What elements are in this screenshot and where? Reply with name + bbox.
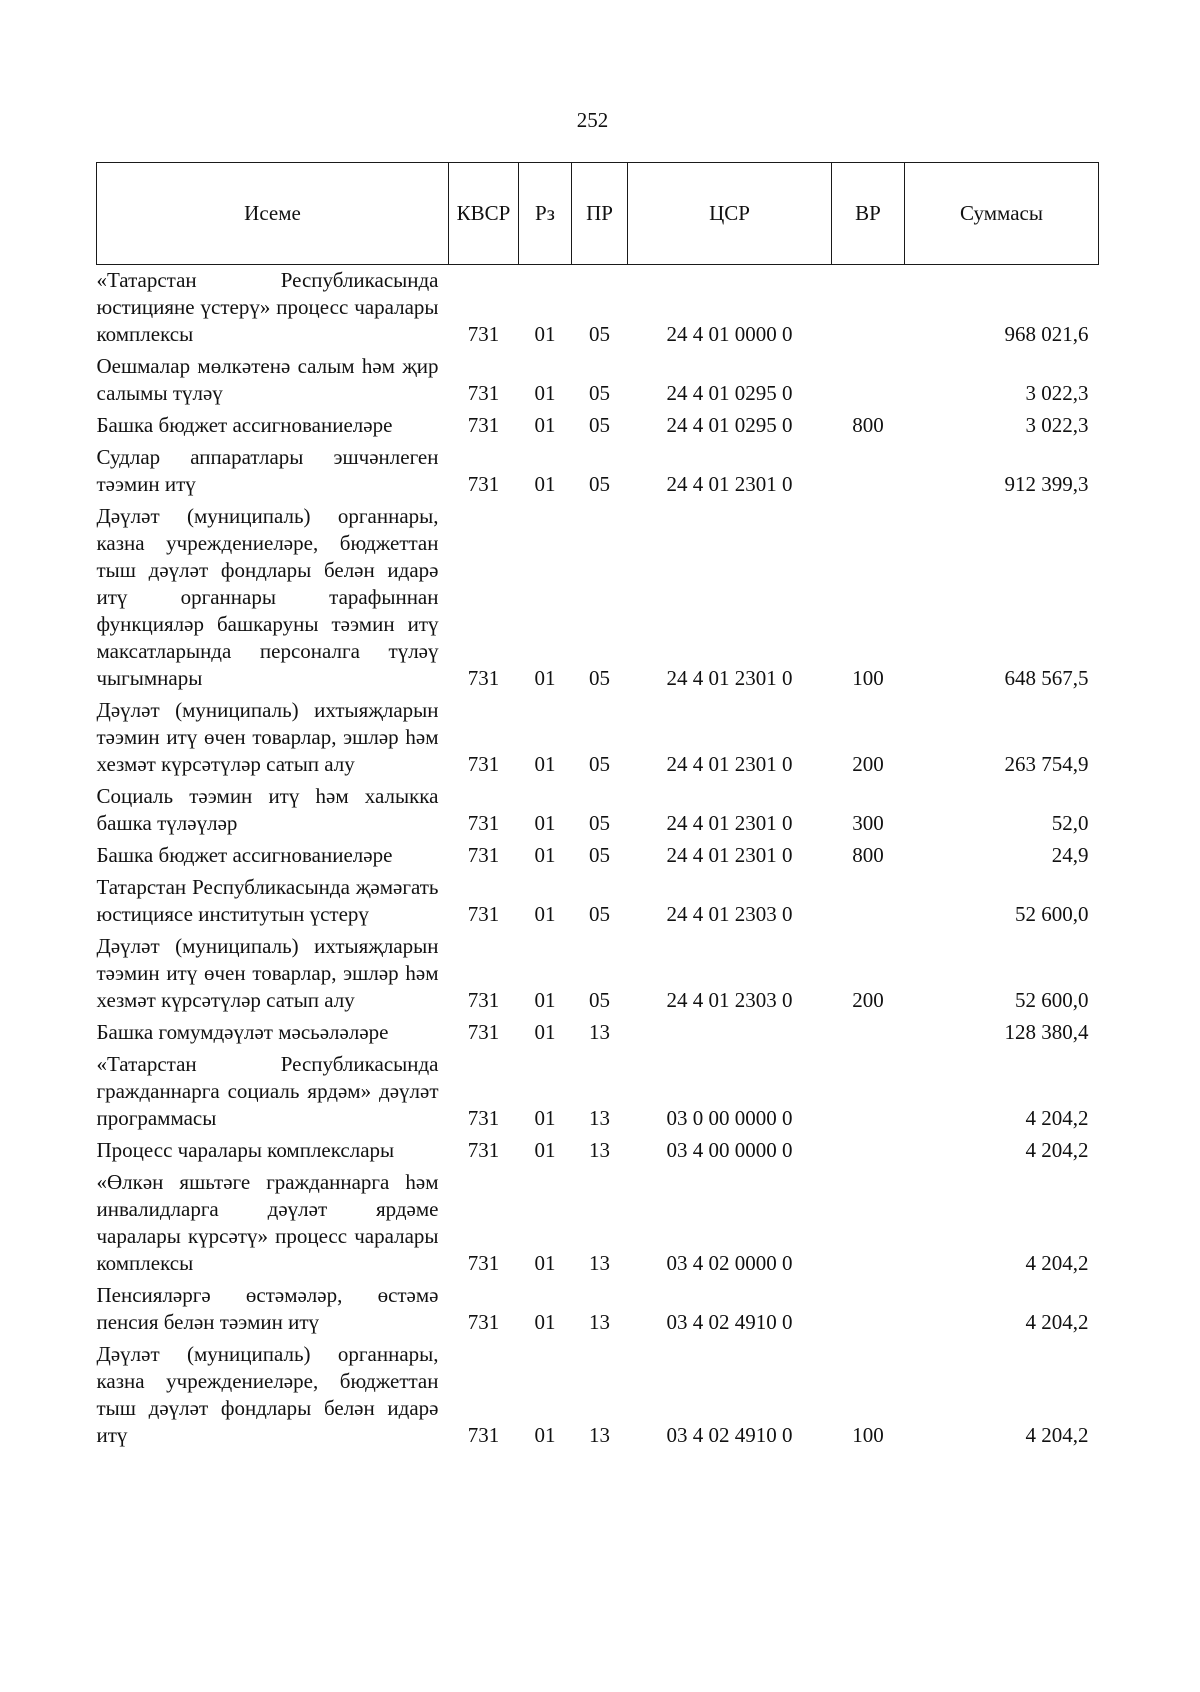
- page-number: 252: [576, 108, 609, 132]
- cell-name: Процесс чаралары комплекслары: [96, 1138, 395, 1162]
- cell-rz: 01: [534, 752, 556, 776]
- cell-name: Пенсияләргә өстәмәләр, өстәмә пенсия белән тәэмин итү: [96, 1283, 439, 1334]
- cell-kvsr: 731: [467, 1310, 500, 1334]
- cell-csr: 03 4 02 4910 0: [666, 1310, 793, 1334]
- table-row: [97, 1135, 1099, 1167]
- cell-csr: 24 4 01 0000 0: [666, 322, 793, 346]
- table-row: [97, 781, 1099, 840]
- cell-pr: 13: [589, 1251, 610, 1275]
- cell-kvsr: 731: [467, 472, 500, 496]
- cell-vr: [832, 1135, 905, 1167]
- cell-sum: 3 022,3: [1025, 413, 1089, 437]
- cell-sum: 4 204,2: [1025, 1310, 1089, 1334]
- cell-sum: 4 204,2: [1025, 1423, 1089, 1447]
- cell-rz: 01: [534, 1020, 556, 1044]
- cell-csr: 03 4 02 0000 0: [666, 1251, 793, 1275]
- cell-pr: 13: [589, 1106, 610, 1130]
- cell-sum: 128 380,4: [1004, 1020, 1089, 1044]
- cell-kvsr: 731: [467, 1138, 500, 1162]
- table-row: [97, 1017, 1099, 1049]
- cell-csr: [628, 1017, 832, 1049]
- cell-rz: 01: [534, 811, 556, 835]
- table-row: [97, 1049, 1099, 1135]
- cell-csr: 24 4 01 2303 0: [666, 988, 793, 1012]
- cell-name: Дәүләт (муниципаль) органнары, казна учреждениеләре, бюджеттан тыш дәүләт фондлары белән идарә итү органнары тарафыннан функцияләр башкаруны тәэмин итү максатларында персоналга түләү чыгымнары: [96, 504, 439, 690]
- cell-vr: 800: [852, 843, 884, 867]
- table-row: [97, 351, 1099, 410]
- cell-csr: 24 4 01 2303 0: [666, 902, 793, 926]
- cell-kvsr: 731: [467, 1020, 500, 1044]
- cell-sum: 4 204,2: [1025, 1138, 1089, 1162]
- cell-name: Оешмалар мөлкәтенә салым һәм җир салымы түләү: [96, 354, 439, 405]
- cell-csr: 24 4 01 2301 0: [666, 811, 793, 835]
- cell-name: «Татарстан Республикасында гражданнарга социаль ярдәм» дәүләт программасы: [96, 1052, 439, 1130]
- cell-csr: 24 4 01 0295 0: [666, 413, 793, 437]
- cell-csr: 24 4 01 2301 0: [666, 843, 793, 867]
- cell-rz: 01: [534, 1310, 556, 1334]
- cell-vr: 300: [852, 811, 884, 835]
- cell-name: «Өлкән яшьтәге гражданнарга һәм инвалидларга дәүләт ярдәме чаралары күрсәтү» процесс чаралары комплексы: [96, 1170, 439, 1275]
- cell-csr: 03 4 00 0000 0: [666, 1138, 793, 1162]
- cell-vr: 100: [852, 1423, 884, 1447]
- cell-pr: 05: [589, 752, 610, 776]
- cell-sum: 24,9: [1051, 843, 1089, 867]
- cell-pr: 05: [589, 811, 610, 835]
- cell-name: Татарстан Республикасында җәмәгать юстициясе институтын үстерү: [96, 875, 439, 926]
- table-row: [97, 840, 1099, 872]
- cell-name: Дәүләт (муниципаль) органнары, казна учреждениеләре, бюджеттан тыш дәүләт фондлары белән идарә итү: [96, 1342, 439, 1447]
- header-pr: ПР: [572, 163, 628, 265]
- cell-rz: 01: [534, 413, 556, 437]
- cell-csr: 24 4 01 2301 0: [666, 752, 793, 776]
- cell-rz: 01: [534, 1423, 556, 1447]
- cell-sum: 263 754,9: [1004, 752, 1089, 776]
- cell-rz: 01: [534, 843, 556, 867]
- cell-name: Башка бюджет ассигнованиеләре: [96, 413, 393, 437]
- cell-vr: [832, 1280, 905, 1339]
- cell-pr: 05: [589, 322, 610, 346]
- cell-kvsr: 731: [467, 1106, 500, 1130]
- cell-pr: 13: [589, 1020, 610, 1044]
- cell-sum: 968 021,6: [1004, 322, 1089, 346]
- cell-kvsr: 731: [467, 413, 500, 437]
- header-csr: ЦСР: [628, 163, 832, 265]
- header-vr: ВР: [832, 163, 905, 265]
- cell-pr: 05: [589, 413, 610, 437]
- cell-vr: [832, 1167, 905, 1280]
- cell-rz: 01: [534, 988, 556, 1012]
- cell-kvsr: 731: [467, 843, 500, 867]
- cell-pr: 05: [589, 843, 610, 867]
- cell-vr: [832, 1017, 905, 1049]
- cell-kvsr: 731: [467, 666, 500, 690]
- cell-csr: 24 4 01 2301 0: [666, 472, 793, 496]
- cell-rz: 01: [534, 902, 556, 926]
- cell-sum: 52 600,0: [1015, 902, 1089, 926]
- cell-rz: 01: [534, 472, 556, 496]
- cell-pr: 13: [589, 1423, 610, 1447]
- table-row: [97, 695, 1099, 781]
- cell-name: Судлар аппаратлары эшчәнлеген тәэмин итү: [96, 445, 439, 496]
- table-body: [97, 265, 1099, 1453]
- table-row: [97, 1280, 1099, 1339]
- cell-kvsr: 731: [467, 902, 500, 926]
- table-row: [97, 410, 1099, 442]
- cell-vr: 100: [852, 666, 884, 690]
- cell-kvsr: 731: [467, 988, 500, 1012]
- cell-name: «Татарстан Республикасында юстицияне үстерү» процесс чаралары комплексы: [96, 268, 439, 346]
- cell-kvsr: 731: [467, 1251, 500, 1275]
- cell-pr: 05: [589, 902, 610, 926]
- cell-rz: 01: [534, 1138, 556, 1162]
- table-row: [97, 265, 1099, 352]
- cell-vr: 200: [852, 988, 884, 1012]
- cell-kvsr: 731: [467, 752, 500, 776]
- cell-pr: 05: [589, 472, 610, 496]
- cell-sum: 4 204,2: [1025, 1251, 1089, 1275]
- table-row: [97, 872, 1099, 931]
- cell-sum: 912 399,3: [1004, 472, 1089, 496]
- cell-pr: 05: [589, 381, 610, 405]
- cell-pr: 05: [589, 988, 610, 1012]
- cell-csr: 03 0 00 0000 0: [666, 1106, 793, 1130]
- cell-csr: 24 4 01 2301 0: [666, 666, 793, 690]
- table-row: [97, 501, 1099, 695]
- cell-rz: 01: [534, 1251, 556, 1275]
- table-row: [97, 442, 1099, 501]
- cell-name: Башка гомумдәүләт мәсьәләләре: [96, 1020, 389, 1044]
- cell-kvsr: 731: [467, 322, 500, 346]
- cell-sum: 3 022,3: [1025, 381, 1089, 405]
- cell-rz: 01: [534, 666, 556, 690]
- cell-sum: 52,0: [1051, 811, 1089, 835]
- budget-table: [96, 162, 1099, 1452]
- table-row: [97, 931, 1099, 1017]
- header-sum: Суммасы: [905, 163, 1099, 265]
- table-row: [97, 1167, 1099, 1280]
- cell-kvsr: 731: [467, 811, 500, 835]
- cell-pr: 13: [589, 1138, 610, 1162]
- cell-name: Дәүләт (муниципаль) ихтыяҗларын тәэмин итү өчен товарлар, эшләр һәм хезмәт күрсәтүләр сатып алу: [96, 698, 439, 776]
- cell-sum: 52 600,0: [1015, 988, 1089, 1012]
- cell-csr: 03 4 02 4910 0: [666, 1423, 793, 1447]
- cell-vr: [832, 351, 905, 410]
- cell-kvsr: 731: [467, 1423, 500, 1447]
- cell-vr: [832, 265, 905, 352]
- cell-vr: 800: [852, 413, 884, 437]
- cell-pr: 05: [589, 666, 610, 690]
- header-kvsr: КВСР: [449, 163, 519, 265]
- cell-rz: 01: [534, 381, 556, 405]
- cell-vr: [832, 442, 905, 501]
- cell-name: Башка бюджет ассигнованиеләре: [96, 843, 393, 867]
- cell-sum: 4 204,2: [1025, 1106, 1089, 1130]
- cell-pr: 13: [589, 1310, 610, 1334]
- cell-rz: 01: [534, 1106, 556, 1130]
- cell-rz: 01: [534, 322, 556, 346]
- header-name: Исеме: [97, 163, 449, 265]
- table-row: [97, 1339, 1099, 1452]
- cell-vr: [832, 872, 905, 931]
- cell-name: Дәүләт (муниципаль) ихтыяҗларын тәэмин итү өчен товарлар, эшләр һәм хезмәт күрсәтүләр сатып алу: [96, 934, 439, 1012]
- cell-kvsr: 731: [467, 381, 500, 405]
- table-header-row: [97, 163, 1099, 265]
- cell-name: Социаль тәэмин итү һәм халыкка башка түләүләр: [96, 784, 439, 835]
- cell-vr: 200: [852, 752, 884, 776]
- header-rz: Рз: [519, 163, 572, 265]
- cell-vr: [832, 1049, 905, 1135]
- cell-sum: 648 567,5: [1004, 666, 1089, 690]
- cell-csr: 24 4 01 0295 0: [666, 381, 793, 405]
